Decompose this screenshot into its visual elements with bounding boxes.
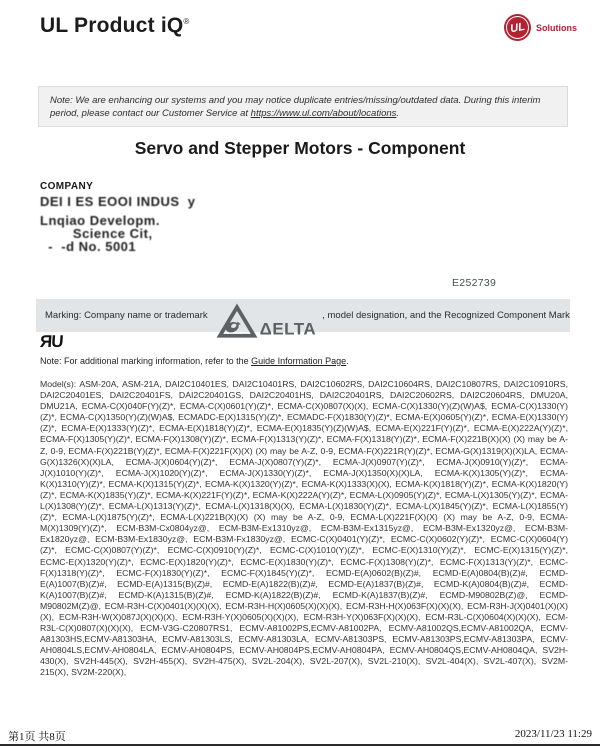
notice-text: Note: We are enhancing our systems and you may notice duplicate entries/missing/outdated data. During this interim period, please contact our Customer Service at	[50, 95, 541, 119]
notice-suffix: .	[396, 108, 400, 119]
ul-badge-icon	[504, 14, 531, 41]
models-label: Model(s):	[40, 379, 80, 389]
system-notice-banner	[38, 86, 568, 127]
marking-note-text: Note: For additional marking information, refer to the	[40, 356, 252, 366]
page-title: Servo and Stepper Motors - Component	[134, 138, 466, 158]
footer-divider	[0, 744, 600, 746]
marking-band	[36, 299, 570, 339]
locations-link[interactable]: https://www.ul.com/about/locations	[250, 108, 397, 119]
company-redacted-line: Science Cit,	[40, 226, 153, 241]
company-redacted-line: DEI I ES EOOI INDUS y	[40, 194, 196, 209]
company-redacted-block	[40, 194, 260, 254]
app-title	[40, 14, 190, 38]
ul-file-number: E252739	[452, 277, 497, 289]
delta-logo	[218, 305, 317, 338]
marking-suffix-text: , model designation, and the Recognized Component Mark	[322, 310, 570, 321]
models-list-text: ASM-20A, ASM-21A, DAI2C10401ES, DAI2C10401RS, DAI2C10602RS, DAI2C10604RS, DAI2C10807RS, DAI2C10910RS, DAI2C20401ES, DAI2C20401FS, DAI2C20401GS, DAI2C20401HS, DAI2C20401RS, DAI2C20602RS, DAI2C20604RS, DMU20A, DMU21A, ECMA-C(X)040F(Y)(Z)*, ECMA-C(X)0601(Y)(Z)*, ECMA-C(X)0807(X)(X), ECMA-C(X)1330(Y)(Z)(W)A$, ECMA-C(X)1330(Y)(Z)*, ECMA-C(X)1350(Y)(Z)(W)A$, ECMADC-E(X)1315(Y)(Z)*, ECMADC-F(X)1830(Y)(Z)*, ECMA-E(X)0605(Y)(Z)*, ECMA-E(X)1330(Y)(Z)*, ECMA-E(X)1333(Y)(Z)*, ECMA-E(X)1818(Y)(Z)*, ECMA-E(X)1835(Y)(Z)(W)A$, ECMA-E(X)221F(Y)(Z)*, ECMA-E(X)222A(Y)(Z)*, ECMA-F(X)1305(Y)(Z)*, ECMA-F(X)1308(Y)(Z)*, ECMA-F(X)1313(Y)(Z)*, ECMA-F(X)1318(Y)(Z)*, ECMA-F(X)221B(X)(X) (X) may be A-Z, 0-9, ECMA-F(X)221B(Y)(Z)*, ECMA-F(X)221F(X)(X) (X) may be A-Z, 0-9, ECMA-F(X)221R(Y)(Z)*, ECMA-G(X)1319(X)(X)LA, ECMA-G(X)1326(X)(X)LA, ECMA-J(X)0604(Y)(Z)*, ECMA-J(X)0807(Y)(Z)*, ECMA-J(X)0907(Y)(Z)*, ECMA-J(X)0910(Y)(Z)*, ECMA-J(X)1010(Y)(Z)*, ECMA-J(X)1020(Y)(Z)*, ECMA-J(X)1330(Y)(Z)*, ECMA-J(X)1350(X)(X)LA, ECMA-K(X)1305(Y)(Z)*, ECMA-K(X)1310(Y)(Z)*, ECMA-K(X)1315(Y)(Z)*, ECMA-K(X)1320(Y)(Z)*, ECMA-K(X)1333(X)(X), ECMA-K(X)1818(Y)(Z)*, ECMA-K(X)1820(Y)(Z)*, ECMA-K(X)1835(Y)(Z)*, ECMA-K(X)221F(Y)(Z)*, ECMA-K(X)222A(Y)(Z)*, ECMA-L(X)0905(Y)(Z)*, ECMA-L(X)1305(Y)(Z)*, ECMA-L(X)1308(Y)(Z)*, ECMA-L(X)1313(Y)(Z)*, ECMA-L(X)1318(X)(X), ECMA-L(X)1830(Y)(Z)*, ECMA-L(X)1845(Y)(Z)*, ECMA-L(X)1855(Y)(Z)*, ECMA-L(X)1875(Y)(Z)*, ECMA-L(X)221B(X)(X) (X) may be A-Z, 0-9, ECMA-L(X)221F(X)(X) (X) may be A-Z, 0-9, ECMA-M(X)1309(Y)(Z)*, ECM-B3M-Cx0804yz@, ECM-B3M-Ex1310yz@, ECM-B3M-Ex1315yz@, ECM-B3M-Ex1320yz@, ECM-B3M-Ex1820yz@, ECM-B3M-Ex1830yz@, ECM-B3M-Fx1830yz@, ECMC-C(X)0401(Y)(Z)*, ECMC-C(X)0602(Y)(Z)*, ECMC-C(X)0604(Y)(Z)*, ECMC-C(X)0807(Y)(Z)*, ECMC-C(X)0910(Y)(Z)*, ECMC-C(X)1010(Y)(Z)*, ECMC-E(X)1310(Y)(Z)*, ECMC-E(X)1315(Y)(Z)*, ECMC-E(X)1320(Y)(Z)*, ECMC-E(X)1820(Y)(Z)*, ECMC-E(X)1830(Y)(Z)*, ECMC-F(X)1308(Y)(Z)*, ECMC-F(X)1313(Y)(Z)*, ECMC-F(X)1318(Y)(Z)*, ECMC-F(X)1830(Y)(Z)*, ECMC-F(X)1845(Y)(Z)*, ECMD-E(A)0602(B)(Z)#, ECMD-E(A)0804(B)(Z)#, ECMD-E(A)1007(B)(Z)#, ECMD-E(A)1315(B)(Z)#, ECMD-E(A)1822(B)(Z)#, ECMD-E(A)1837(B)(Z)#, ECMD-K(A)0804(B)(Z)#, ECMD-K(A)1007(B)(Z)#, ECMD-K(A)1315(B)(Z)#, ECMD-K(A)1822(B)(Z)#, ECMD-K(A)1837(B)(Z)#, ECMD-M90802B(Z)@, ECMD-M90802M(Z)@, ECM-R3H-C(X)0401(X)(X)(X), ECM-R3H-H(X)0605(X)(X)(X), ECM-R3H-H(X)063F(X)(X)(X), ECM-R3H-J(X)0401(X)(X)(X), ECM-R3H-W(X)087J(X)(X)(X), ECM-R3H-Y(X)0605(X)(X)(X), ECM-R3H-Y(X)063F(X)(X)(X), ECM-R3L-C(X)0604(X)(X)(X), ECM-R3L-C(X)0807(X)(X)(X), ECM-V3G-C20807RS1, ECMV-A81002PS,ECMV-A81002PA, ECMV-A81002QS,ECMV-A81002QA, ECMV-A81303HS,ECMV-A81303HA, ECMV-A81303LS, ECMV-A81303LA, ECMV-A81303PS, ECMV-A81303PS,ECMV-A81303PA, ECMV-AH0804LS,ECMV-AH0804LA, ECMV-AH0804PS, ECMV-AH0804PS,ECMV-AH0804PA, ECMV-AH0804QS,ECMV-AH0804QA, SV2H-430(X), SV2H-445(X), SV2H-455(X), SV2H-475(X), SV2L-204(X), SV2L-207(X), SV2L-210(X), SV2L-404(X), SV2L-407(X), SV2M-215(X), SV2M-220(X),	[40, 379, 568, 678]
company-redacted-line: - -d No. 5001	[40, 239, 137, 254]
marking-note-suffix: .	[346, 356, 349, 366]
registered-mark: ®	[183, 17, 190, 26]
app-title-text: UL Product iQ	[40, 14, 184, 37]
delta-triangle-icon	[218, 305, 256, 338]
models-paragraph	[40, 379, 568, 679]
delta-wordmark: ΔELTA	[259, 320, 317, 339]
ur-recognized-mark-icon: ЯU	[39, 332, 64, 351]
marking-prefix-text: Marking: Company name or trademark	[45, 310, 208, 321]
company-section-label: COMPANY	[40, 181, 94, 192]
footer-timestamp: 2023/11/23 11:29	[514, 728, 592, 740]
footer-page-info: 第1页 共8页	[8, 731, 66, 743]
ul-wordmark: Solutions	[536, 22, 577, 33]
marking-note	[40, 356, 349, 366]
company-redacted-line: Lnqiao Developm.	[40, 213, 160, 228]
ul-solutions-logo	[504, 14, 577, 41]
guide-information-page-link[interactable]: Guide Information Page	[251, 356, 347, 366]
ul-monogram: UL	[509, 20, 526, 35]
